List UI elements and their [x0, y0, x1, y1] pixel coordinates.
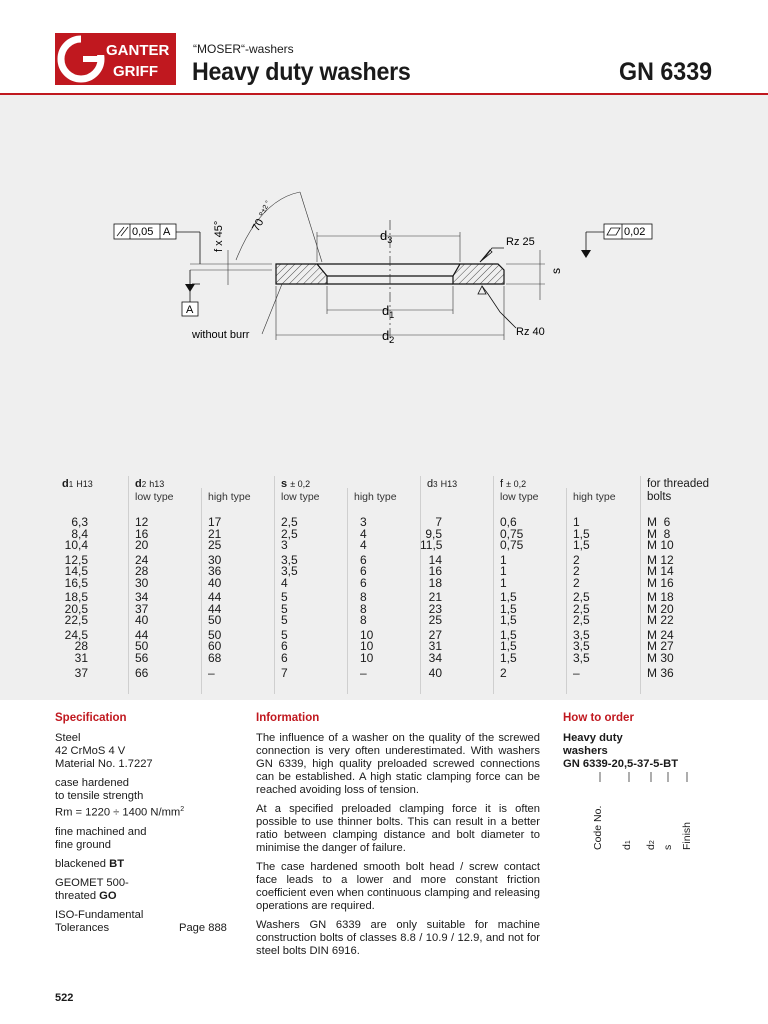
table-column-d1 [58, 517, 88, 679]
brand-line1: GANTER [106, 42, 170, 59]
table-cell: 31 [428, 639, 442, 654]
table-cell: 40 [208, 575, 222, 590]
table-cell: 21 [428, 590, 442, 605]
table-cell: 3 [360, 515, 367, 529]
table-cell: – [573, 665, 580, 680]
table-cell: 0,75 [500, 538, 524, 553]
table-cell: 2,5 [573, 601, 590, 616]
table-cell: 1 [500, 552, 507, 567]
table-cell: 5 [281, 627, 288, 642]
table-cell: 4 [360, 526, 367, 541]
table-cell: 31 [74, 651, 88, 666]
table-cell: M 27 [647, 639, 674, 654]
order-example: GN 6339-20,5-37-5-BT [563, 758, 679, 770]
table-cell: 4 [281, 575, 288, 590]
table-cell: 10 [360, 651, 374, 666]
tolerance-ref: A [163, 226, 171, 238]
table-cell: 14 [428, 552, 442, 567]
washer-drawing [0, 95, 768, 470]
table-cell: 44 [208, 601, 222, 616]
table-cell: – [208, 665, 215, 680]
table-cell: M 16 [647, 575, 674, 590]
table-cell: 50 [135, 639, 149, 654]
spec-finish-bt: blackened BT [55, 857, 125, 870]
table-cell: 1 [500, 564, 507, 579]
table-cell: 6 [360, 575, 367, 590]
table-cell: 40 [428, 665, 442, 680]
table-cell: 2 [500, 665, 507, 680]
table-cell: 6,3 [71, 515, 88, 529]
label-d1: $d_1$ [382, 303, 395, 320]
product-code: GN 6339 [618, 58, 712, 86]
table-cell: 20 [135, 538, 149, 553]
brand-line2: GRIFF [113, 63, 158, 80]
table-cell: M 30 [647, 651, 674, 666]
table-cell: 5 [281, 601, 288, 616]
table-cell: 10 [360, 627, 374, 642]
table-separator [640, 476, 641, 694]
tolerance-flatness: 0,02 [624, 226, 646, 238]
table-cell: 24,5 [64, 627, 88, 642]
table-cell: M 12 [647, 552, 674, 567]
table-cell: 6 [360, 564, 367, 579]
table-cell: 24 [135, 552, 149, 567]
order-product: Heavy duty washers GN 6339-20,5-37-5-BT [563, 732, 679, 770]
label-rz40: Rz 40 [516, 326, 545, 338]
table-cell: 68 [208, 651, 222, 666]
table-cell: 44 [135, 627, 149, 642]
table-cell: 25 [428, 613, 442, 628]
table-column-m [647, 517, 687, 679]
label-d3: $d_3$ [380, 228, 393, 245]
table-cell: M 20 [647, 601, 674, 616]
information-title: Information [256, 712, 320, 724]
table-cell: 25 [208, 538, 222, 553]
table-cell: 50 [208, 627, 222, 642]
table-cell: 1,5 [500, 627, 517, 642]
table-cell: 34 [135, 590, 149, 605]
table-cell: 1,5 [500, 639, 517, 654]
table-cell: 3,5 [281, 564, 298, 579]
information-text [256, 732, 540, 964]
table-cell: 2,5 [573, 590, 590, 605]
table-cell: 1 [500, 575, 507, 590]
th-d2: d2 h13 [135, 478, 165, 490]
table-cell: 1,5 [500, 601, 517, 616]
table-cell: 0,6 [500, 515, 517, 529]
technical-drawing-panel [0, 95, 768, 470]
th-d2-high: high type [208, 491, 251, 503]
page-subtitle: “MOSER“-washers [193, 42, 294, 56]
table-cell: 6 [360, 552, 367, 567]
table-cell: 4 [360, 538, 367, 553]
table-cell: M 36 [647, 665, 674, 680]
table-cell: 50 [208, 613, 222, 628]
order-label-d2: d2 [645, 840, 657, 850]
table-separator [347, 488, 348, 694]
table-cell: 7 [281, 665, 288, 680]
table-cell: 11,5 [420, 538, 443, 553]
table-cell: M 6 [647, 515, 671, 529]
table-cell: – [360, 665, 367, 680]
table-cell: 60 [208, 639, 222, 654]
th-f: f ± 0,2 [500, 478, 527, 490]
table-cell: 12 [135, 515, 149, 529]
label-chamfer: f x 45° [213, 220, 225, 252]
table-column-sl [281, 517, 321, 679]
table-cell: 56 [135, 651, 149, 666]
table-cell: 8,4 [71, 526, 88, 541]
table-cell: M 24 [647, 627, 674, 642]
table-cell: 34 [428, 651, 442, 666]
table-separator [128, 476, 129, 694]
table-cell: 37 [135, 601, 149, 616]
th-d3: d3 H13 [427, 478, 458, 490]
table-cell: 18 [428, 575, 442, 590]
th-s-high: high type [354, 491, 397, 503]
label-without-burr: without burr [192, 329, 250, 341]
order-pointer-lines [590, 770, 700, 784]
table-cell: 23 [428, 601, 442, 616]
table-cell: M 22 [647, 613, 674, 628]
table-cell: 18,5 [64, 590, 88, 605]
table-cell: 2,5 [281, 515, 298, 529]
table-cell: 1,5 [500, 613, 517, 628]
table-cell: 16,5 [64, 575, 88, 590]
washer-section-right [453, 264, 504, 284]
th-s-low: low type [281, 491, 320, 503]
table-cell: 30 [135, 575, 149, 590]
table-cell: 7 [435, 515, 442, 529]
table-cell: 12,5 [64, 552, 88, 567]
table-cell: 2 [573, 552, 580, 567]
table-separator [274, 476, 275, 694]
table-cell: 30 [208, 552, 222, 567]
spec-tensile: Rm = 1220 ÷ 1400 $N/mm^2$ [55, 806, 185, 819]
th-f-low: low type [500, 491, 539, 503]
info-paragraph-3: The case hardened smooth bolt head / screw contact face leads to a lower and more constant friction coefficient even when continuous clamping and releasing operations are required. [256, 861, 540, 912]
page-title: Heavy duty washers [192, 58, 411, 86]
spec-material: Steel 42 CrMoS 4 V Material No. 1.7227 [55, 732, 153, 770]
table-column-d3 [420, 517, 442, 679]
table-cell: 6 [281, 651, 288, 666]
table-separator [566, 488, 567, 694]
table-cell: 28 [135, 564, 149, 579]
table-separator [201, 488, 202, 694]
table-cell: 3,5 [281, 552, 298, 567]
table-column-sh [360, 517, 400, 679]
table-cell: 16 [428, 564, 442, 579]
table-cell: 2 [573, 564, 580, 579]
label-d2: $d_2$ [382, 328, 395, 345]
table-cell: 10 [360, 639, 374, 654]
table-cell: 27 [428, 627, 442, 642]
th-bolts: for threaded bolts [647, 478, 710, 503]
table-cell: 1,5 [573, 526, 590, 541]
th-s: s ± 0,2 [281, 478, 311, 490]
table-cell: 1 [573, 515, 580, 529]
table-cell: 2,5 [281, 526, 298, 541]
table-cell: 16 [135, 526, 149, 541]
table-separator [493, 476, 494, 694]
table-cell: 10,4 [64, 538, 88, 553]
spec-finish-go: GEOMET 500- threated GO [55, 876, 129, 902]
table-cell: 66 [135, 665, 149, 680]
table-cell: 21 [208, 526, 222, 541]
table-cell: 2,5 [573, 613, 590, 628]
table-cell: 3,5 [573, 627, 590, 642]
table-cell: 1,5 [573, 538, 590, 553]
label-s: s [549, 268, 563, 274]
th-d2-low: low type [135, 491, 174, 503]
order-label-finish: Finish [681, 821, 693, 850]
table-cell: 3 [281, 538, 288, 553]
table-cell: 36 [208, 564, 222, 579]
info-paragraph-2: At a specified preloaded clamping force it is often possible to use thinner bolts. This can result in a better ratio between clamping distance and bolt diameter to minimise the danger of failure. [256, 803, 540, 854]
table-cell: M 18 [647, 590, 674, 605]
spec-machining: fine machined and fine ground [55, 825, 147, 851]
order-title: How to order [563, 712, 634, 724]
table-cell: 0,75 [500, 526, 524, 541]
table-column-d2h [208, 517, 248, 679]
tolerance-parallelism: 0,05 [132, 226, 154, 238]
table-column-fl [500, 517, 540, 679]
spec-hardening: case hardened to tensile strength [55, 777, 144, 802]
label-angle: 70 °$^{\pm 2 ^\circ}$ [250, 199, 273, 234]
table-cell: 28 [74, 639, 88, 654]
table-cell: 44 [208, 590, 222, 605]
info-paragraph-1: The influence of a washer on the quality of the screwed connection is very often underestimated. With washers GN 6339, high quality preloaded screwed connections can be established. A high static clamping force can be reached avoiding loss of tension. [256, 732, 540, 796]
specification-text [55, 732, 235, 941]
table-cell: 3,5 [573, 639, 590, 654]
table-cell: 9,5 [425, 526, 442, 541]
table-cell: 14,5 [64, 564, 88, 579]
table-cell: 8 [360, 601, 367, 616]
order-label-code: Code No. [592, 805, 604, 850]
table-cell: M 8 [647, 526, 671, 541]
table-cell: 5 [281, 613, 288, 628]
table-cell: 2 [573, 575, 580, 590]
ganter-griff-logo [55, 33, 176, 85]
datum-label: A [186, 304, 194, 316]
page-header [0, 0, 768, 94]
label-rz25: Rz 25 [506, 236, 535, 248]
table-cell: M 14 [647, 564, 674, 579]
table-cell: 37 [74, 665, 88, 680]
order-label-d1: d1 [621, 840, 633, 850]
table-cell: 1,5 [500, 651, 517, 666]
table-cell: 3,5 [573, 651, 590, 666]
washer-section-left [276, 264, 327, 284]
table-cell: 17 [208, 515, 222, 529]
table-cell: 40 [135, 613, 149, 628]
table-cell: 1,5 [500, 590, 517, 605]
table-cell: M 10 [647, 538, 674, 553]
th-d1: d1 H13 [62, 478, 93, 490]
th-f-high: high type [573, 491, 616, 503]
table-cell: 22,5 [64, 613, 88, 628]
page-number: 522 [55, 992, 74, 1004]
table-cell: 8 [360, 613, 367, 628]
info-paragraph-4: Washers GN 6339 are only suitable for machine construction bolts of classes 8.8 / 10.9 / 12.9, and not for steel bolts DIN 6916. [256, 919, 540, 957]
specification-title: Specification [55, 712, 127, 724]
table-column-fh [573, 517, 613, 679]
table-cell: 8 [360, 590, 367, 605]
table-cell: 5 [281, 590, 288, 605]
table-cell: 20,5 [64, 601, 88, 616]
order-label-s: s [662, 844, 674, 850]
spec-tolerances: ISO-Fundamental Tolerances Page 888 [55, 908, 227, 934]
table-column-d2l [135, 517, 175, 679]
table-cell: 6 [281, 639, 288, 654]
